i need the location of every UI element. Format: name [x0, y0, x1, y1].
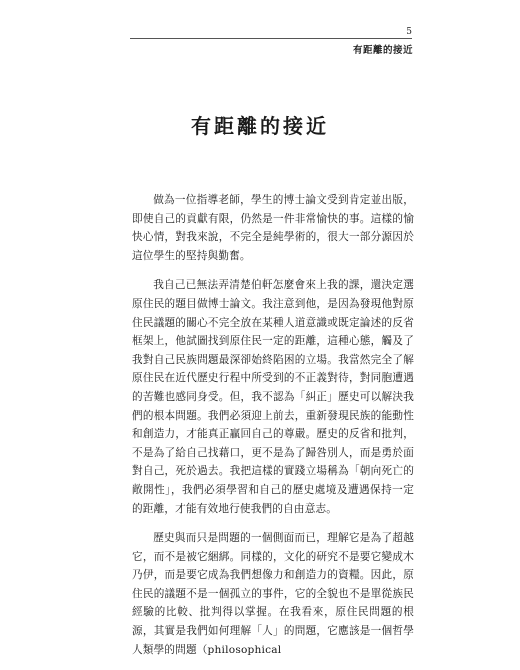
paragraph: 我自己已無法弄清楚伯軒怎麼會來上我的課，還決定選原住民的題目做博士論文。我注意到他，是因為發現他對原住民議題的關心不完全放在某種人道意識或既定論述的反省框架上，他試圖找到原住民一定的距離，這種心態，觸及了我對自己民族問題最深卻始終陷困的立場。我當然完全了解原住民在近代歷史行程中所受到的不正義對待，對同胞遭遇的苦難也感同身受。但，我不認為「糾正」歷史可以解決我們的根本問題。我們必須迎上前去，重新發現民族的能動性和創造力，才能真正贏回自己的尊嚴。歷史的反省和批判，不是為了給自己找藉口，更不是為了歸咎別人，而是勇於面對自己，死於過去。我把這樣的實踐立場稱為「朝向死亡的敞開性」，我們必須學習和自己的歷史處境及遭遇保持一定的距離，才能有效地行使我們的自由意志。	[132, 279, 414, 515]
header-rule	[130, 38, 412, 39]
chapter-title: 有距離的接近	[191, 114, 329, 138]
page-number: 5	[406, 27, 412, 37]
running-head: 有距離的接近	[352, 45, 413, 56]
body-text	[132, 191, 414, 670]
paragraph: 歷史與而只是問題的一個側面而已，理解它是為了超越它，而不是被它綑綁。同樣的，文化的研究不是要它變成木乃伊，而是要它成為我們想像力和創造力的資糧。因此，原住民的議題不是一個孤立的事件，它的全貌也不是單從族民經驗的比較、批判得以掌握。在我看來，原住民問題的根源，其實是我們如何理解「人」的問題，它應該是一個哲學人類學的問題（philosophical	[132, 532, 414, 656]
paragraph: 做為一位指導老師，學生的博士論文受到肯定並出版，即使自己的貢獻有限，仍然是一件非常愉快的事。這樣的愉快心情，對我來說，不完全是純學術的，很大一部分源因於這位學生的堅持與勤奮。	[132, 194, 414, 262]
